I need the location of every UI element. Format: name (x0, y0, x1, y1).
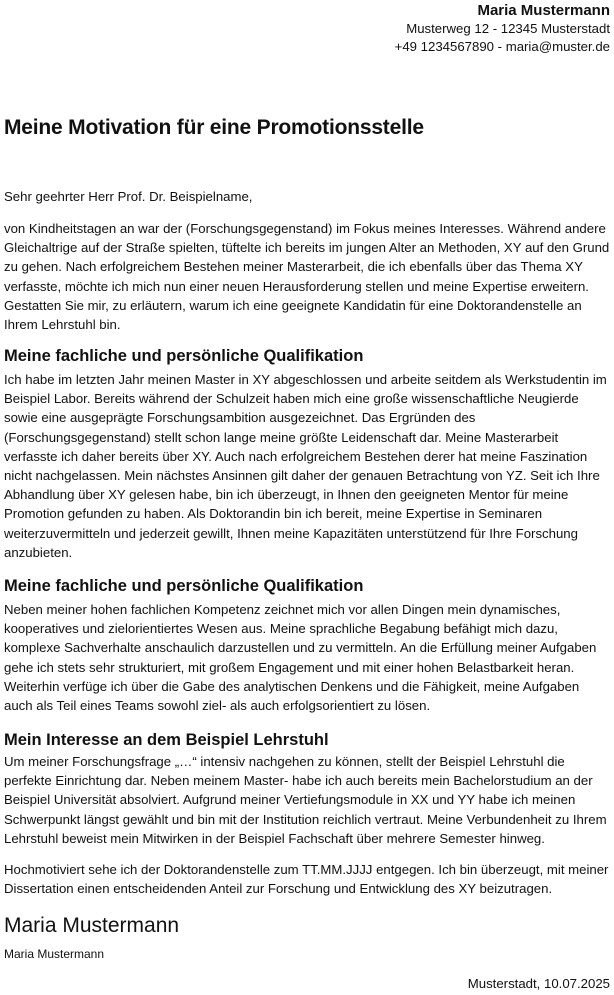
section-heading-interest: Mein Interesse an dem Beispiel Lehrstuhl (4, 731, 329, 749)
signature: Maria Mustermann (4, 914, 180, 937)
sender-address: Musterweg 12 - 12345 Musterstadt (406, 21, 610, 36)
signer-name: Maria Mustermann (4, 947, 105, 961)
sender-name: Maria Mustermann (477, 2, 610, 19)
section-text-qualification: Ich habe im letzten Jahr meinen Master in XY abgeschlossen und arbeite seitdem als Werkstudentin im Beispiel Labor. Bereits während der Schulzeit haben mich eine große wissenschaftliche Neugierde sowie eine ausgeprägte Forschungsambition ausgezeichnet. Das Ergründen des (Forschungsgegenstand) stellt schon lange meine größte Leidenschaft dar. Meine Masterarbeit verfasste ich daher bereits über XY. Auch nach erfolgreichem Bestehen derer hat meine Faszination nicht nachgelassen. Mein nächstes Ansinnen gilt daher der genauen Betrachtung von YZ. Seit ich Ihre Abhandlung über XY gelesen habe, bin ich überzeugt, in Ihnen den geeigneten Mentor für meine Promotion gefunden zu haben. Als Doktorandin bin ich bereit, meine Expertise in Seminaren weiterzuvermitteln und jederzeit gewillt, Ihnen meine Kapazitäten unterstützend für Ihre Forschung anzubieten. (4, 372, 607, 560)
place-date: Musterstadt, 10.07.2025 (467, 976, 610, 991)
letter-title: Meine Motivation für eine Promotionsstelle (4, 116, 424, 139)
sender-contact: +49 1234567890 - maria@muster.de (394, 39, 610, 54)
sender-block (395, 2, 610, 56)
salutation: Sehr geehrter Herr Prof. Dr. Beispielname, (4, 189, 253, 204)
section-heading-qualification: Meine fachliche und persönliche Qualifikation (4, 347, 364, 365)
closing-paragraph: Hochmotiviert sehe ich der Doktorandenstelle zum TT.MM.JJJJ entgegen. Ich bin überzeugt, mit meiner Dissertation einen entscheidenden Anteil zur Forschung und Entwicklung des XY beizutragen. (4, 862, 609, 897)
section-text-personal: Neben meiner hohen fachlichen Kompetenz zeichnet mich vor allen Dingen mein dynamisches, kooperatives und zielorientiertes Wesen aus. Meine sprachliche Begabung befähigt mich dazu, komplexe Sachverhalte anschaulich darzustellen und zu vermitteln. An die Erfüllung meiner Aufgaben gehe ich stets sehr strukturiert, mit großem Engagement und mit einer hohen Belastbarkeit heran. Weiterhin verfüge ich über die Gabe des analytischen Denkens und die Fähigkeit, meine Aufgaben auch als Teil eines Teams sowohl ziel- als auch erfolgsorientiert zu lösen. (4, 602, 597, 714)
section-heading-personal: Meine fachliche und persönliche Qualifikation (4, 577, 364, 595)
intro-paragraph: von Kindheitstagen an war der (Forschungsgegenstand) im Fokus meines Interesses. Während andere Gleichaltrige auf der Straße spielten, tüftelte ich bereits im jungen Alter an Methoden, XY auf den Grund zu gehen. Nach erfolgreichem Bestehen meiner Masterarbeit, die ich ebenfalls über das Thema XY verfasste, möchte ich mich nun einer neuen Herausforderung stellen und meine Expertise erweitern. Gestatten Sie mir, zu erläutern, warum ich eine geeignete Kandidatin für eine Doktorandenstelle an Ihrem Lehrstuhl bin. (4, 221, 610, 333)
section-text-interest: Um meiner Forschungsfrage „…“ intensiv nachgehen zu können, stellt der Beispiel Lehrstuhl die perfekte Einrichtung dar. Neben meinem Master- habe ich auch bereits mein Bachelorstudium an der Beispiel Universität absolviert. Aufgrund meiner Vertiefungsmodule in XX und YY habe ich meinen Schwerpunkt längst gewählt und bin mit der Institution reichlich vertraut. Meine Verbundenheit zu Ihrem Lehrstuhl beweist mein Mitwirken in der Beispiel Fachschaft über mehrere Semester hinweg. (4, 754, 607, 846)
